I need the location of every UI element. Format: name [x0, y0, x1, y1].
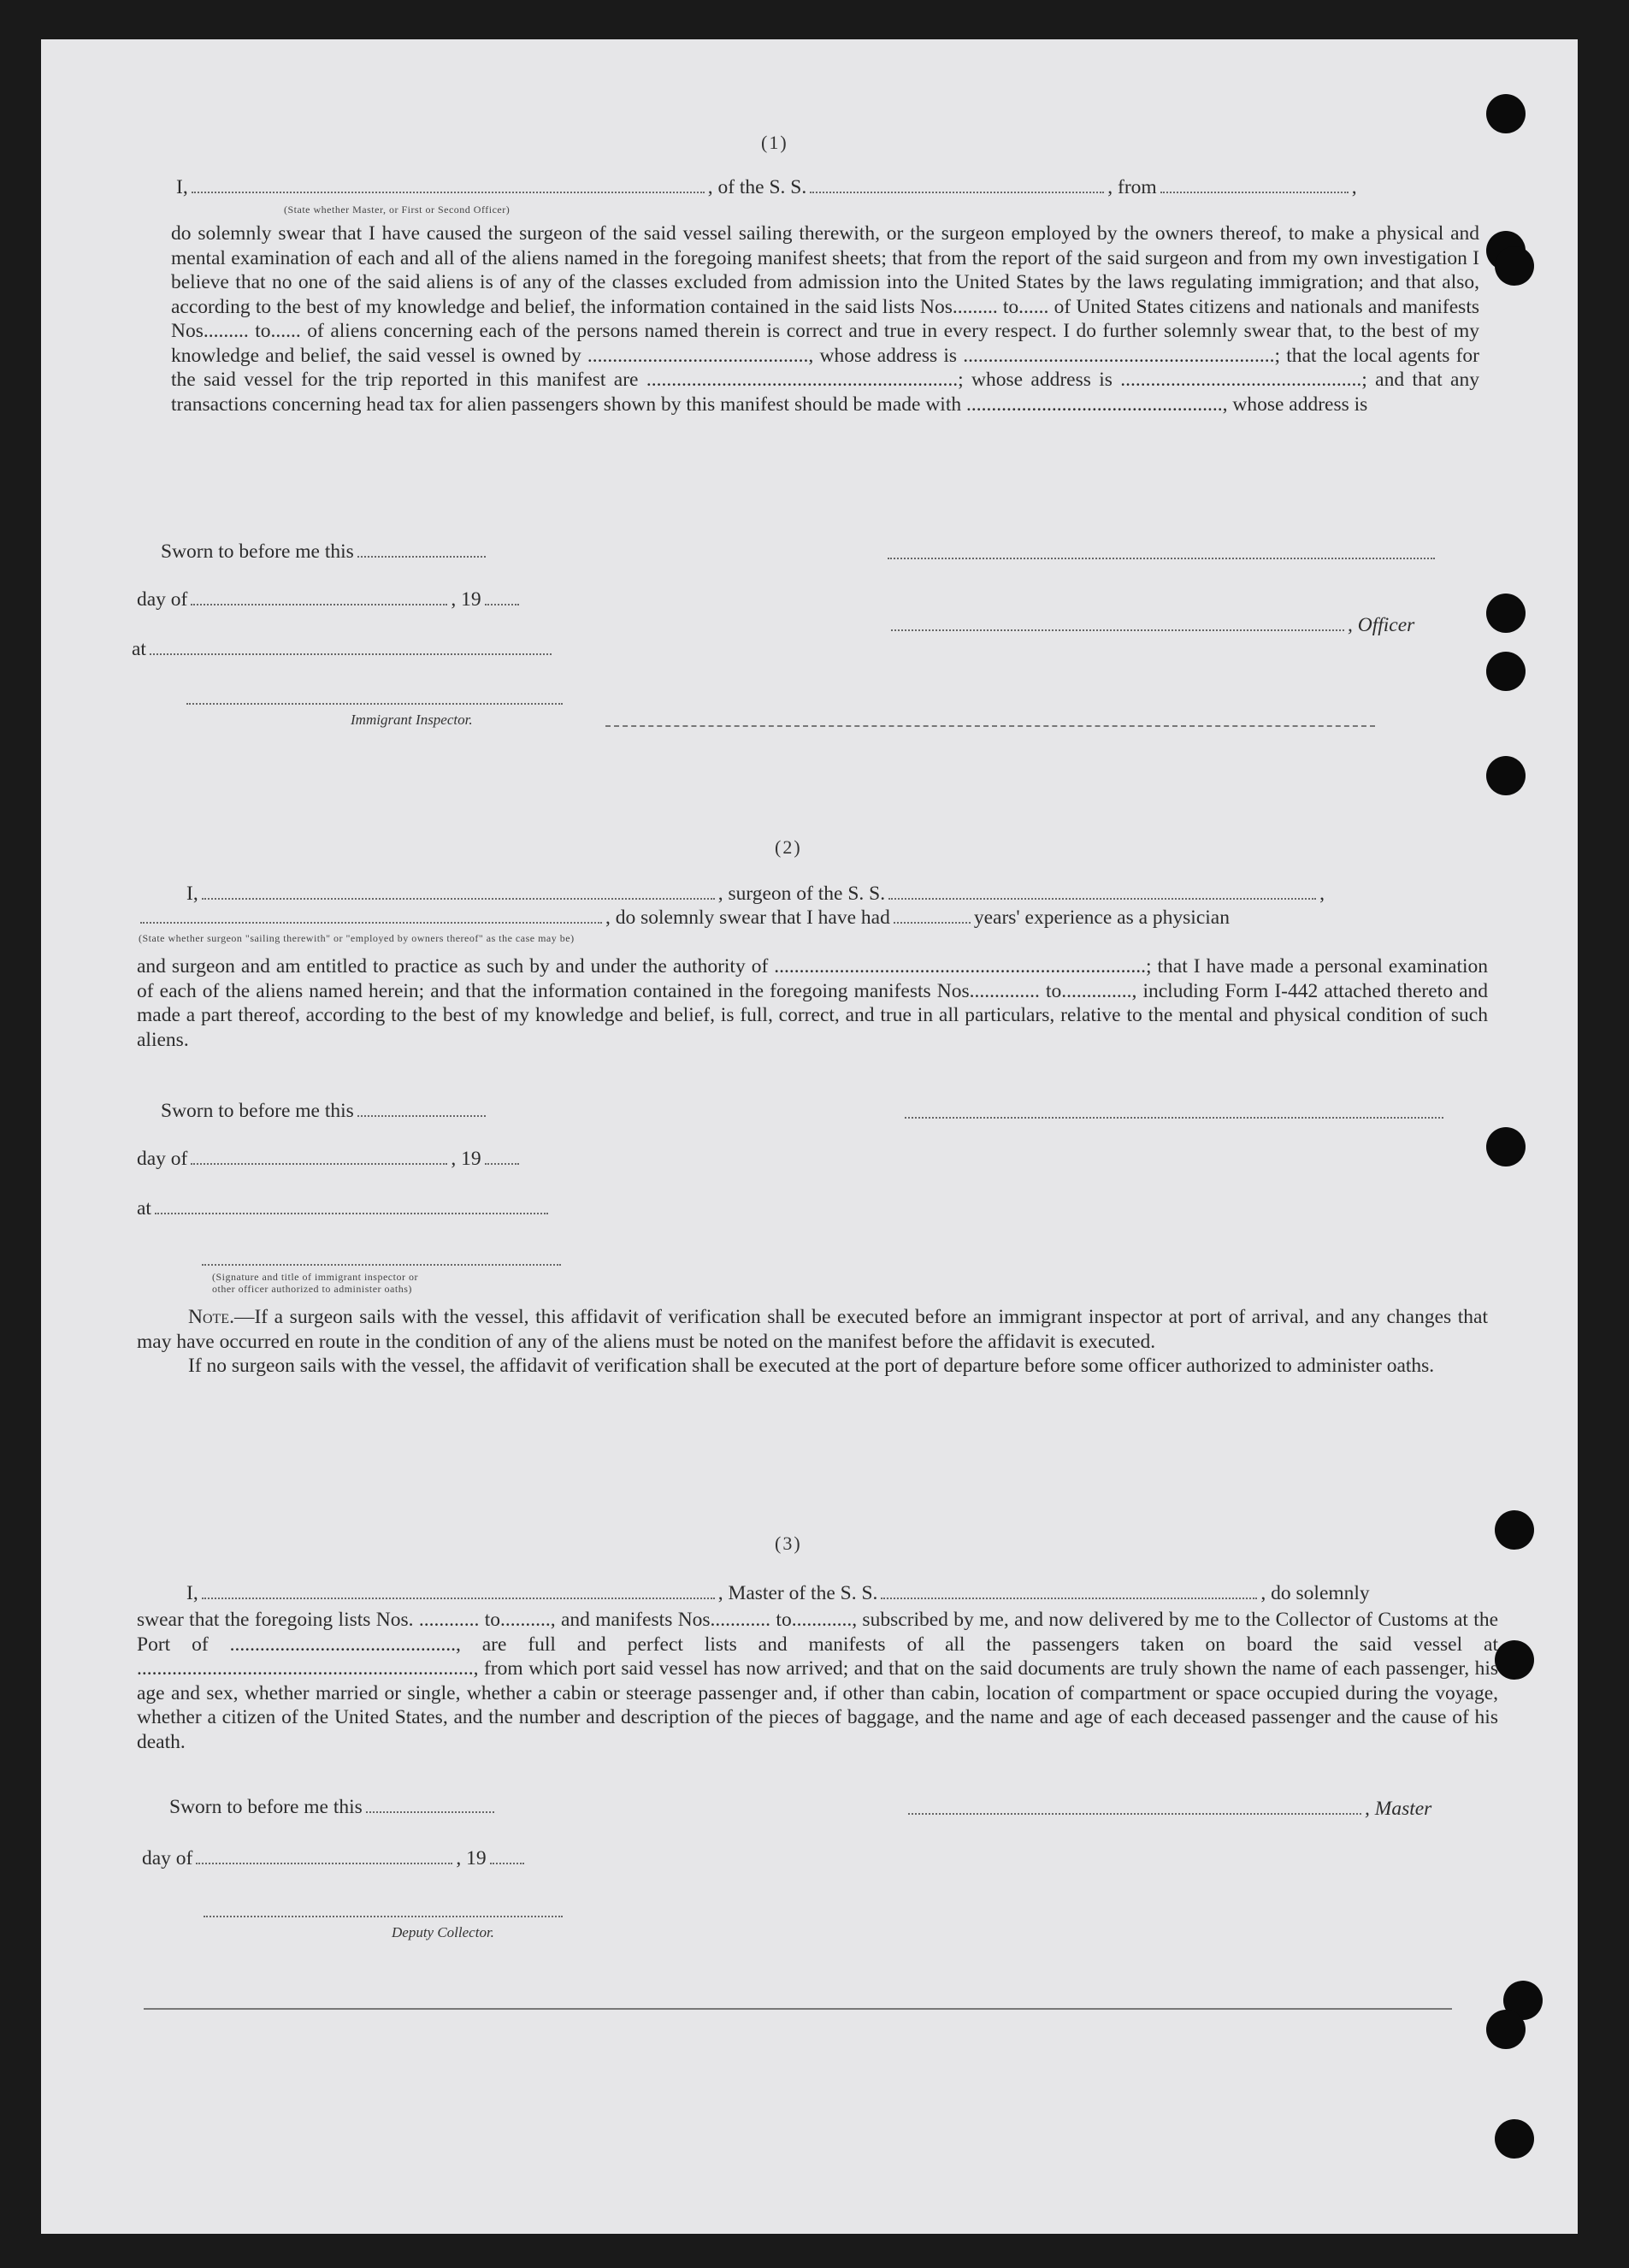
section-1-divider — [605, 725, 1375, 727]
note-lead: Note. — [188, 1306, 234, 1328]
section-2-body: and surgeon and am entitled to practice as such by and under the authority of ..........................................................................; that I have made a personal examination of each of the aliens named herein; and that the information contained in the foregoing manifests Nos.............. to.............., including Form I-442 attached thereto and made a part thereof, according to the best of my knowledge and belief, is full, correct, and true in all particulars, relative to the mental and physical condition of such aliens. — [137, 955, 1488, 1051]
binder-hole — [1486, 594, 1526, 633]
section-2-sig-line — [202, 1264, 561, 1266]
section-1-signature-line — [888, 558, 1435, 559]
section-1-hint: (State whether Master, or First or Second Officer) — [284, 204, 511, 216]
manifest-page — [41, 39, 1578, 2234]
section-1-at: at — [132, 638, 555, 661]
section-2-at: at — [137, 1197, 552, 1220]
binder-hole — [1495, 1640, 1534, 1680]
section-2-day-of: day of , 19 — [137, 1148, 522, 1171]
binder-hole — [1486, 652, 1526, 691]
section-3-day-of: day of , 19 — [142, 1847, 528, 1870]
section-3-sworn: Sworn to before me this — [169, 1796, 498, 1819]
binder-hole — [1486, 2010, 1526, 2049]
note-paragraph-1: —If a surgeon sails with the vessel, this affidavit of verification shall be executed before an immigrant inspector at port of arrival, and any changes that may have occurred en route in the condition of any of the aliens must be noted on the manifest before the affidavit is executed. — [137, 1306, 1488, 1353]
section-3-first-line: I, , Master of the S. S. , do solemnly — [186, 1582, 1370, 1604]
section-1-number: (1) — [761, 132, 788, 153]
section-3-master: , Master — [905, 1798, 1431, 1821]
binder-hole — [1495, 2119, 1534, 2159]
section-2-sig-hint-2: other officer authorized to administer oaths) — [212, 1283, 412, 1295]
section-1-first-line: I, , of the S. S. , from , — [176, 176, 1357, 198]
section-1-inspector: Immigrant Inspector. — [351, 712, 473, 728]
binder-hole — [1486, 756, 1526, 795]
binder-hole — [1486, 94, 1526, 133]
note-block — [137, 1305, 1488, 1379]
bottom-rule — [144, 2008, 1452, 2010]
section-2-hint: (State whether surgeon "sailing therewith" or "employed by owners thereof" as the case may be) — [139, 932, 575, 944]
note-paragraph-2: If no surgeon sails with the vessel, the affidavit of verification shall be executed at the port of departure before some officer authorized to administer oaths. — [188, 1355, 1435, 1377]
section-3-body: swear that the foregoing lists Nos. ............ to.........., and manifests Nos............ to............, subscribed by me, and now delivered by me to the Collector of Customs at the Port of ............................................., are full and perfect lists and manifests of all the passengers taken on board the said vessel at ..................................................................., from which port said vessel has now arrived; and that on the said documents are truly shown the name of each passenger, his age and sex, whether married or single, whether a cabin or steerage passenger and, if other than cabin, location of compartment or space occupied during the voyage, whether a citizen of the United States, and the number and description of the pieces of baggage, and the name and age of each deceased passenger and the cause of his death. — [137, 1609, 1498, 1753]
binder-hole — [1495, 1510, 1534, 1550]
section-2-first-line: I, , surgeon of the S. S. , — [186, 883, 1325, 905]
section-3-number: (3) — [775, 1533, 802, 1554]
section-1-inspector-line — [186, 703, 563, 705]
section-2-second-line: , do solemnly swear that I have had years' experience as a physician — [137, 907, 1230, 930]
section-1-sworn: Sworn to before me this — [161, 540, 489, 564]
section-2-signature-line — [905, 1117, 1443, 1119]
binder-hole — [1486, 1127, 1526, 1166]
section-3-collector: Deputy Collector. — [392, 1924, 494, 1940]
section-2-sworn: Sworn to before me this — [161, 1100, 489, 1123]
section-1-officer: , Officer — [888, 614, 1414, 637]
section-3-collector-line — [204, 1916, 563, 1917]
section-2-sig-hint-1: (Signature and title of immigrant inspector or — [212, 1271, 418, 1283]
section-1-day-of: day of , 19 — [137, 588, 522, 611]
binder-hole — [1495, 246, 1534, 286]
section-2-number: (2) — [775, 836, 802, 858]
section-1-body: do solemnly swear that I have caused the surgeon of the said vessel sailing therewith, or the surgeon employed by the owners thereof, to make a physical and mental examination of each and all of the aliens named in the foregoing manifest sheets; that from the report of the said surgeon and from my own investigation I believe that no one of the said aliens is of any of the classes excluded from admission into the United States by the laws regulating immigration; and that also, according to the best of my knowledge and belief, the information contained in the said lists Nos......... to...... of United States citizens and nationals and manifests Nos......... to...... of aliens concerning each of the persons named therein is correct and true in every respect. I do further solemnly swear that, to the best of my knowledge and belief, the said vessel is owned by ............................................, whose address is ..............................................................; that the local agents for the said vessel for the trip reported in this manifest are ..............................................................; whose address is ................................................; and that any transactions concerning head tax for alien passengers shown by this manifest should be made with ..................................................., whose address is — [171, 222, 1479, 416]
